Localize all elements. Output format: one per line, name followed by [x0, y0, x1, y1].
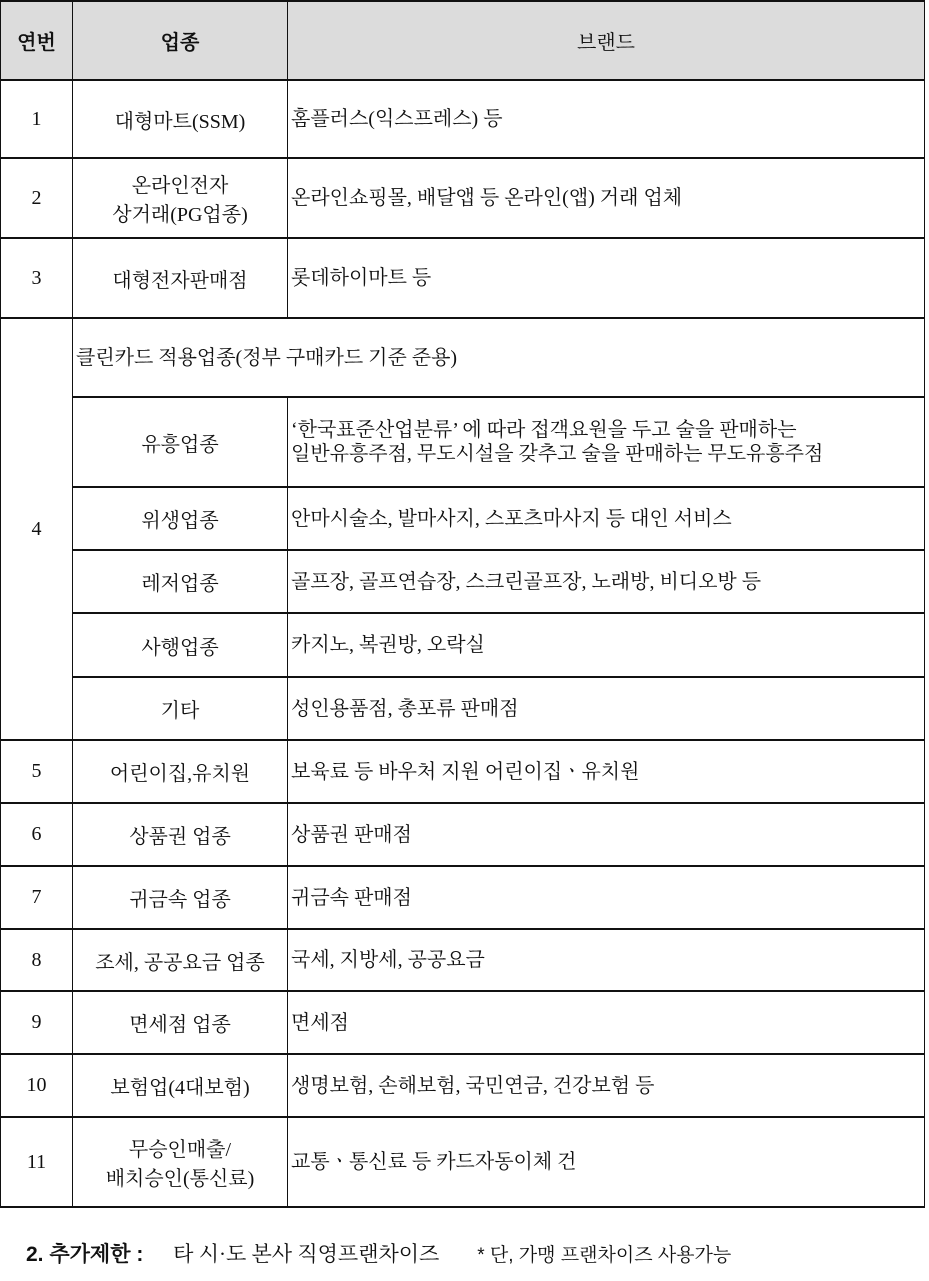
row-brand: 보육료 등 바우처 지원 어린이집ㆍ유치원: [288, 740, 925, 803]
row-brand: 홈플러스(익스프레스) 등: [288, 80, 925, 158]
row-category: 유흥업종: [73, 397, 288, 487]
table-row: [1, 1117, 925, 1207]
table-row: [1, 158, 925, 238]
table-row: [1, 929, 925, 991]
table-subrow: [1, 613, 925, 677]
row-number: 3: [1, 238, 73, 318]
row-brand: ‘한국표준산업분류’ 에 따라 접객요원을 두고 술을 판매하는 일반유흥주점, 무도시설을 갖추고 술을 판매하는 무도유흥주점: [288, 397, 925, 487]
table-subrow: [1, 677, 925, 740]
row-category: 위생업종: [73, 487, 288, 550]
restriction-value: 타 시·도 본사 직영프랜차이즈: [173, 1242, 440, 1266]
row-category: 사행업종: [73, 613, 288, 677]
table-subrow: [1, 487, 925, 550]
row-brand: 온라인쇼핑몰, 배달앱 등 온라인(앱) 거래 업체: [288, 158, 925, 238]
additional-restriction: [26, 1238, 731, 1268]
row-brand: 상품권 판매점: [288, 803, 925, 866]
restriction-heading: 2. 추가제한 :: [26, 1243, 144, 1266]
table-row: [1, 238, 925, 318]
row-category: 보험업(4대보험): [73, 1054, 288, 1117]
restriction-note: * 단, 가맹 프랜차이즈 사용가능: [477, 1245, 732, 1266]
header-brand: 브랜드: [288, 1, 925, 80]
row-number: 2: [1, 158, 73, 238]
row-number: 1: [1, 80, 73, 158]
row-number: 6: [1, 803, 73, 866]
table-row: [1, 866, 925, 929]
row-category: 상품권 업종: [73, 803, 288, 866]
row-brand: 롯데하이마트 등: [288, 238, 925, 318]
row-brand: 귀금속 판매점: [288, 866, 925, 929]
row-brand: 면세점: [288, 991, 925, 1054]
table-row: [1, 318, 925, 397]
row-category: 온라인전자 상거래(PG업종): [73, 158, 288, 238]
row-brand: 안마시술소, 발마사지, 스포츠마사지 등 대인 서비스: [288, 487, 925, 550]
table-row: [1, 740, 925, 803]
row-category: 면세점 업종: [73, 991, 288, 1054]
row-brand: 성인용품점, 총포류 판매점: [288, 677, 925, 740]
row-brand: 생명보험, 손해보험, 국민연금, 건강보험 등: [288, 1054, 925, 1117]
row-number: 11: [1, 1117, 73, 1207]
row-category: 무승인매출/ 배치승인(통신료): [73, 1117, 288, 1207]
table-row: [1, 1054, 925, 1117]
row-category: 대형마트(SSM): [73, 80, 288, 158]
row-category: 기타: [73, 677, 288, 740]
row-number: 7: [1, 866, 73, 929]
row-number: 10: [1, 1054, 73, 1117]
row-number: 4: [1, 318, 73, 740]
row-brand: 교통ㆍ통신료 등 카드자동이체 건: [288, 1117, 925, 1207]
row-category: 어린이집,유치원: [73, 740, 288, 803]
table-row: [1, 80, 925, 158]
row-brand: 카지노, 복권방, 오락실: [288, 613, 925, 677]
row-category: 귀금속 업종: [73, 866, 288, 929]
table-header: [1, 1, 925, 80]
row-brand: 국세, 지방세, 공공요금: [288, 929, 925, 991]
row-number: 9: [1, 991, 73, 1054]
header-category: 업종: [73, 1, 288, 80]
row-number: 8: [1, 929, 73, 991]
row-category: 조세, 공공요금 업종: [73, 929, 288, 991]
table-subrow: [1, 397, 925, 487]
row-category: 레저업종: [73, 550, 288, 613]
row-brand: 골프장, 골프연습장, 스크린골프장, 노래방, 비디오방 등: [288, 550, 925, 613]
table-row: [1, 991, 925, 1054]
group-title: 클린카드 적용업종(정부 구매카드 기준 준용): [73, 318, 925, 397]
row-number: 5: [1, 740, 73, 803]
header-no: 연번: [1, 1, 73, 80]
table-subrow: [1, 550, 925, 613]
row-category: 대형전자판매점: [73, 238, 288, 318]
table-row: [1, 803, 925, 866]
